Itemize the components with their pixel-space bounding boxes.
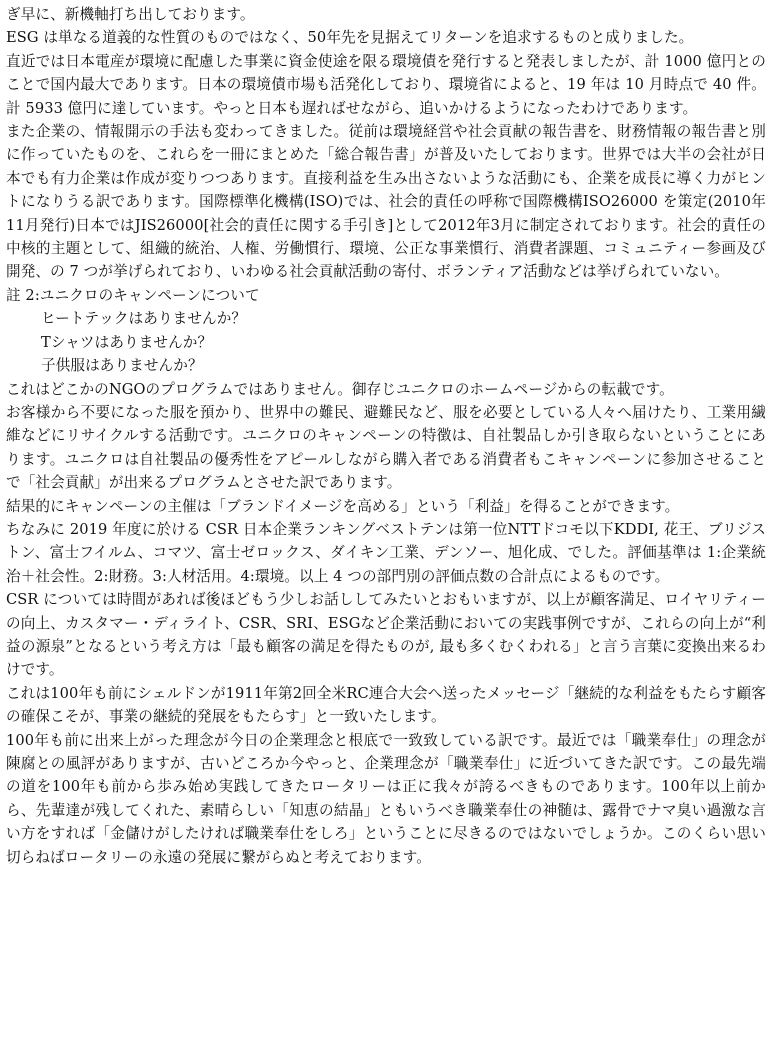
question-kids-clothes: 子供服はありませんか？ [41,357,203,375]
question-tshirt: Tシャツはありませんか？ [41,333,213,351]
paragraph-csr-note: CSR については時間があれば後ほどもう少しお話ししてみたいとおもいますが、以上が顧客満足、ロイヤリティーの向上、カスタマー・ディライト、CSR、SRI、ESGなど企業活動においての実践事例ですが、これらの向上が“利益の源泉”となるという考え方は「最も顧客の満足を得たものが, 最も多くむくわれる」と言う言葉に変換出来るわけです。 [6,591,766,679]
paragraph-esg: ESG は単なる道義的な性質のものではなく、50年先を見据えてリターンを追求するものと成りました。 [6,29,694,47]
paragraph-disclosure: また企業の、情報開示の手法も変わってきました。従前は環境経営や社会貢献の報告書を、財務情報の報告書と別に作っていたものを、これらを一冊にまとめた「総合報告書」が普及いたしております。世界では大半の会社が日本でも有力企業は作成が変りつつあります。直接利益を生み出さないような活動にも、企業を成長に導く力がヒントになりうる訳であります。国際標準化機構(ISO)では、社会的責任の呼称で国際機構ISO26000 を策定(2010年11月発行)日本ではJIS26000[社会的責任に関する手引き]として2012年3月に制定されております。社会的責任の中核的主題として、組織的統治、人権、労働慣行、環境、公正な事業慣行、消費者課題、コミュニティー参画及び開発、の 7 つが挙げられており、いわゆる社会貢献活動の寄付、ボランティア活動などは挙げられていない。 [6,123,766,281]
paragraph-recycle: お客様から不要になった服を預かり、世界中の難民、避難民など、服を必要としている人々へ届けたり、工業用繊維などにリサイクルする活動です。ユニクロのキャンペーンの特徴は、自社製品しか引き取らないということにあります。ユニクロは自社製品の優秀性をアピールしながら購入者である消費者もこキャンペーンに参加させることで「社会貢献」が出来るプログラムとさせた訳であります。 [6,403,766,492]
note-2-heading: 註 2:ユニクロのキャンペーンについて [6,286,260,304]
paragraph-not-ngo: これはどこかのNGOのプログラムではありません。御存じユニクロのホームページからの転載です。 [6,380,674,398]
document-page [6,3,766,869]
paragraph-vocational-service: 100年も前に出来上がった理念が今日の企業理念と根底で一致致している訳です。最近では「職業奉仕」の理念が陳腐との風評がありますが、古いどころか今やっと、企業理念が「職業奉仕」に近づいてきた訳です。この最先端の道を100年も前から歩み始め実践してきたロータリーは正に我々が誇るべきものであります。100年以上前から、先輩達が残してくれた、素晴らしい「知恵の結晶」ともいうべき職業奉仕の神髄は、露骨でナマ臭い過激な言い方をすれば「金儲けがしたければ職業奉仕をしろ」ということに尽きるのではないでしょうか。このくらい思い切らねばロータリーの永遠の発展に繋がらぬと考えております。 [6,731,766,866]
paragraph-sheldon: これは100年も前にシェルドンが1911年第2回全米RC連合大会へ送ったメッセージ「継続的な利益をもたらす顧客の確保こそが、事業の継続的発展をもたらす」と一致いたします。 [6,684,766,726]
paragraph-brand-image: 結果的にキャンペーンの主催は「ブランドイメージを高める」という「利益」を得ることができます。 [6,497,680,515]
paragraph-csr-ranking: ちなみに 2019 年度に於ける CSR 日本企業ランキングベストテンは第一位NTTドコモ以下KDDI, 花王、ブリジストン、富士フイルム、コマツ、富士ゼロックス、ダイキン工業、デンソー、旭化成、でした。評価基準は 1:企業統治＋社会性。2:財務。3:人材活用。4:環境。以上 4 つの部門別の評価点数の合計点によるものです。 [6,520,766,585]
paragraph-green-bond: 直近では日本電産が環境に配慮した事業に資金使途を限る環境債を発行すると発表しましたが、計 1000 億円とのことで国内最大であります。日本の環境債市場も活発化しており、環境省によると、19 年は 10 月時点で 40 件。計 5933 億円に達しています。やっと日本も遅ればせながら、追いかけるようになったわけであります。 [6,52,766,117]
question-heattech: ヒートテックはありませんか？ [41,310,247,328]
paragraph-continuation: ぎ早に、新機軸打ち出しております。 [6,6,255,23]
